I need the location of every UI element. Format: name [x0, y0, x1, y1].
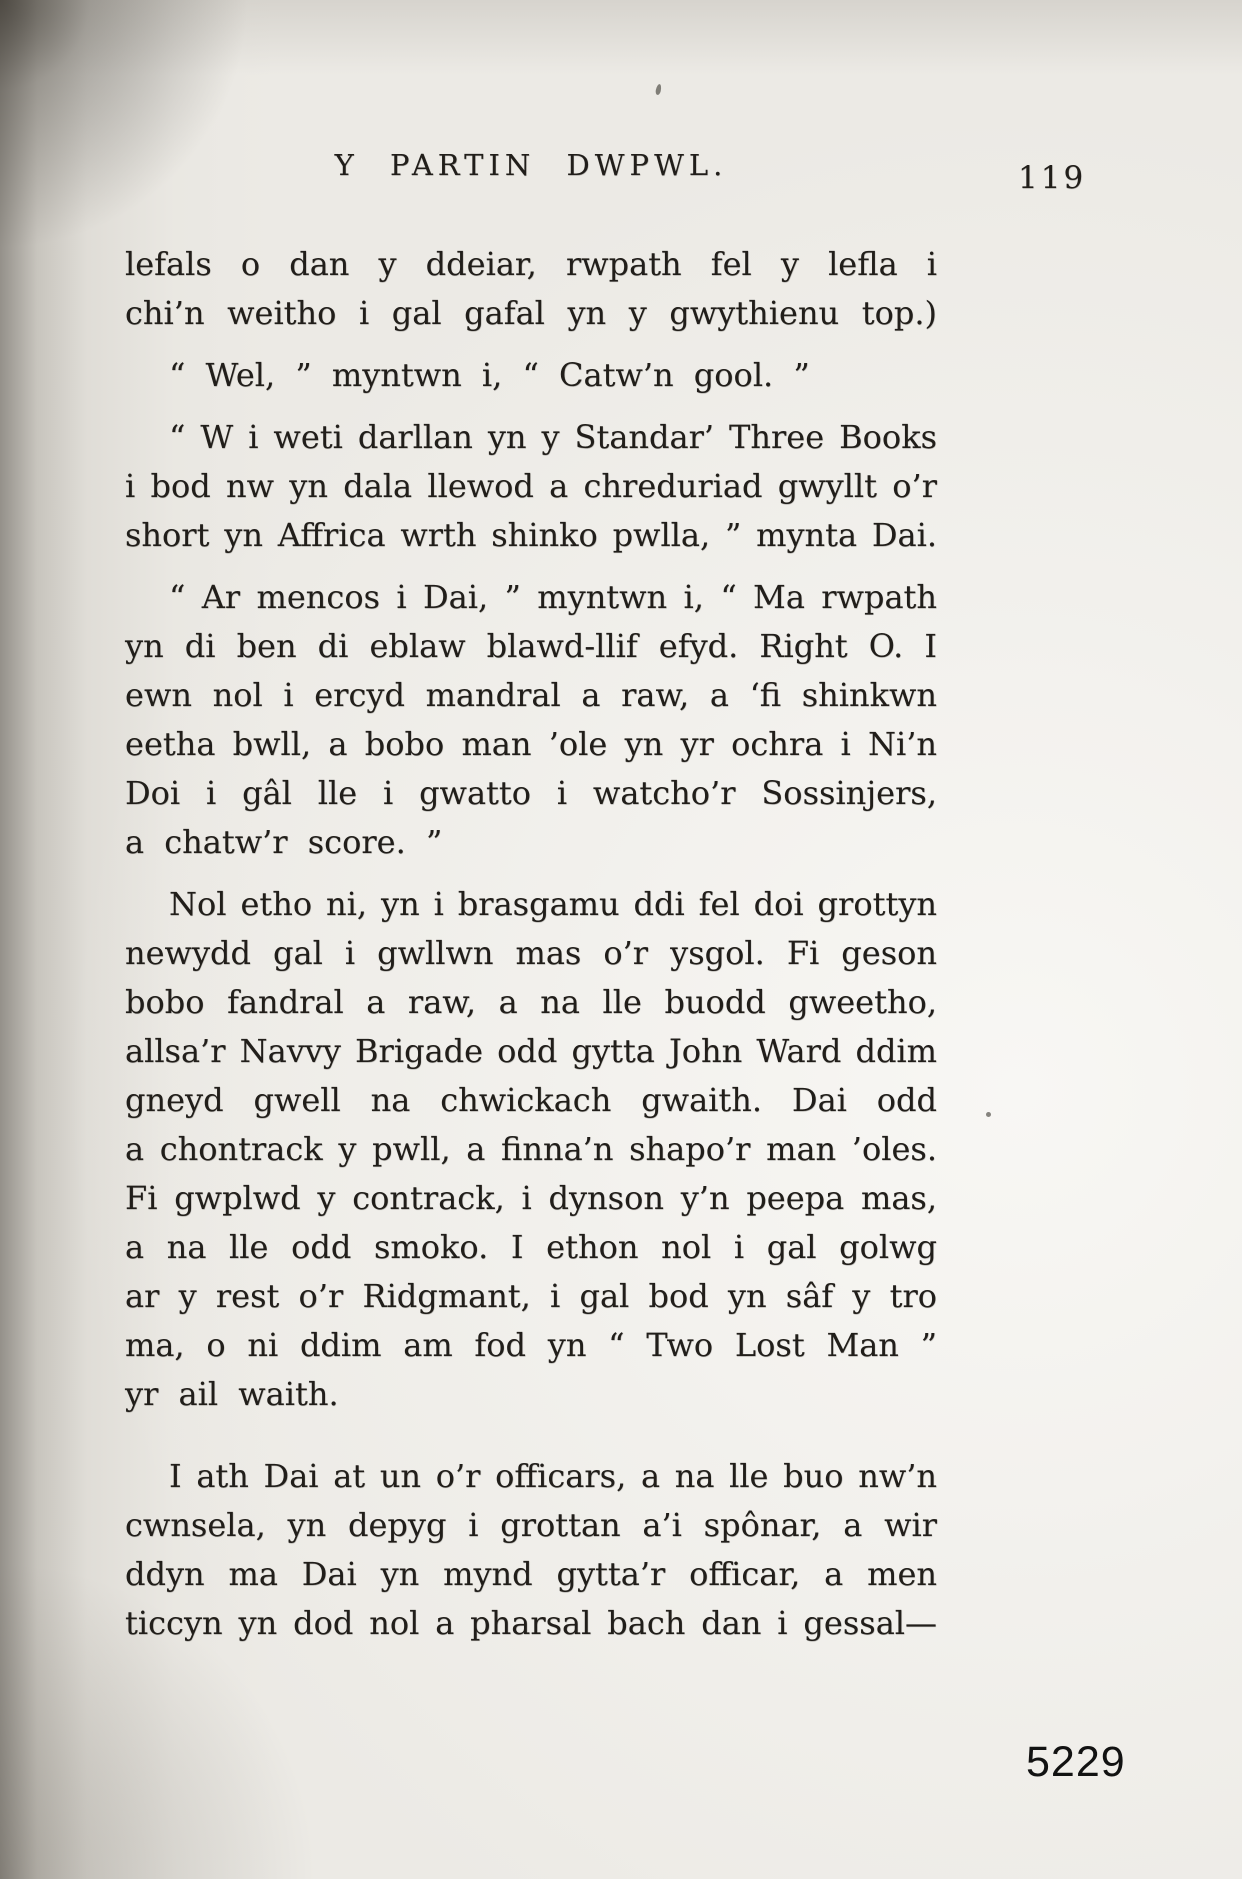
running-title: Y PARTIN DWPWL.	[334, 148, 728, 182]
text-line: a na lle odd smoko. I ethon nol i gal golwg	[125, 1228, 937, 1266]
text-line: “ W i weti darllan yn y Standar’ Three Books	[169, 418, 937, 456]
text-line: ticcyn yn dod nol a pharsal bach dan i gessal—	[125, 1604, 937, 1642]
ink-speck	[986, 1112, 991, 1117]
page-number: 119	[1018, 160, 1087, 196]
text-line: Fi gwplwd y contrack, i dynson y’n peepa mas,	[125, 1179, 937, 1217]
text-line: ar y rest o’r Ridgmant, i gal bod yn sâf y tro	[125, 1277, 937, 1315]
text-line: a chontrack y pwll, a finna’n shapo’r man ’oles.	[125, 1130, 937, 1168]
ink-speck	[655, 84, 662, 96]
paragraph	[125, 351, 937, 400]
paragraph	[125, 413, 937, 560]
text-line: “ Wel, ” myntwn i, “ Catw’n gool. ”	[169, 356, 810, 394]
text-line: short yn Affrica wrth shinko pwlla, ” mynta Dai.	[125, 516, 937, 554]
text-line: a chatw’r score. ”	[125, 823, 443, 861]
text-line: gneyd gwell na chwickach gwaith. Dai odd	[125, 1081, 937, 1119]
text-line: eetha bwll, a bobo man ’ole yn yr ochra i Ni’n	[125, 725, 937, 763]
paragraph	[125, 573, 937, 867]
text-line: ewn nol i ercyd mandral a raw, a ‘fi shinkwn	[125, 676, 937, 714]
text-line: lefals o dan y ddeiar, rwpath fel y lefla i	[125, 245, 937, 283]
text-line: cwnsela, yn depyg i grottan a’i spônar, a wir	[125, 1506, 937, 1544]
text-line: Doi i gâl lle i gwatto i watcho’r Sossinjers,	[125, 774, 937, 812]
paragraph	[125, 1452, 937, 1648]
text-line: “ Ar mencos i Dai, ” myntwn i, “ Ma rwpath	[169, 578, 937, 616]
text-line: I ath Dai at un o’r officars, a na lle buo nw’n	[169, 1457, 937, 1495]
page-text	[125, 240, 937, 1648]
text-line: allsa’r Navvy Brigade odd gytta John Ward ddim	[125, 1032, 937, 1070]
text-line: i bod nw yn dala llewod a chreduriad gwyllt o’r	[125, 467, 937, 505]
text-line: ddyn ma Dai yn mynd gytta’r officar, a men	[125, 1555, 937, 1593]
text-line: chi’n weitho i gal gafal yn y gwythienu top.)	[125, 294, 937, 332]
text-line: yr ail waith.	[125, 1375, 339, 1413]
text-line: Nol etho ni, yn i brasgamu ddi fel doi grottyn	[169, 885, 937, 923]
page-header	[125, 148, 937, 182]
paragraph	[125, 880, 937, 1419]
catalog-number: 5229	[1026, 1738, 1126, 1786]
paragraph	[125, 240, 937, 338]
text-line: newydd gal i gwllwn mas o’r ysgol. Fi geson	[125, 934, 937, 972]
text-line: yn di ben di eblaw blawd-llif efyd. Right O. I	[125, 627, 937, 665]
text-line: bobo fandral a raw, a na lle buodd gweetho,	[125, 983, 937, 1021]
text-line: ma, o ni ddim am fod yn “ Two Lost Man ”	[125, 1326, 937, 1364]
